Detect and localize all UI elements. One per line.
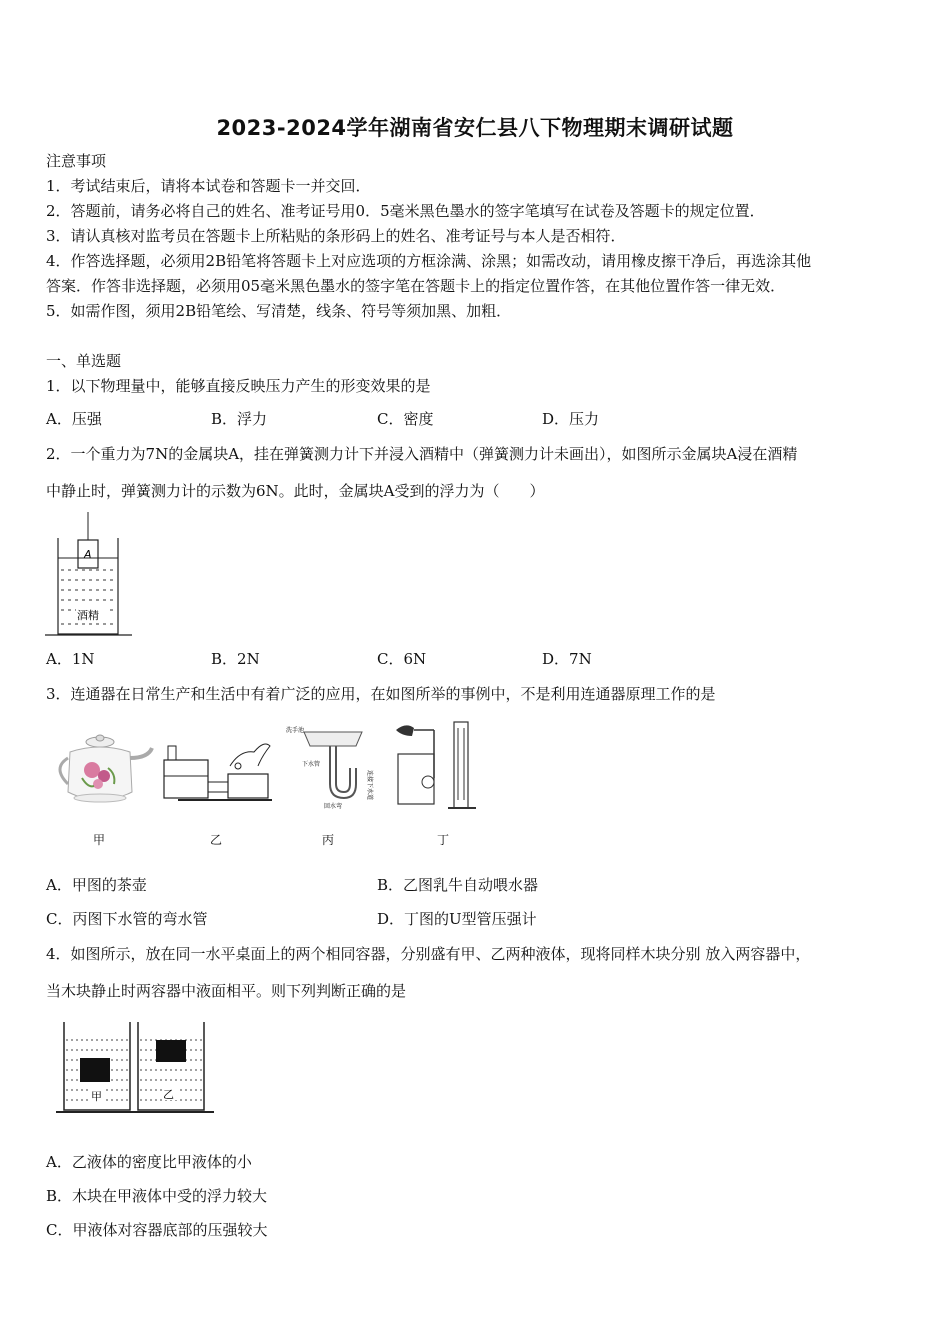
q1-option-d: D．压力 <box>542 410 600 428</box>
q2-option-b: B．2N <box>211 650 260 668</box>
q2-option-c: C．6N <box>377 650 427 668</box>
q2-option-d: D．7N <box>542 650 592 668</box>
label-jia: 甲 <box>91 1090 102 1103</box>
cow-feeder-figure <box>158 726 278 806</box>
trap-label: 回水弯 <box>324 803 343 810</box>
wood-block-yi <box>156 1040 186 1062</box>
q4-figure-containers <box>52 1018 222 1118</box>
q3-option-b: B．乙图乳牛自动喂水器 <box>377 876 539 894</box>
notice-item: 3．请认真核对监考员在答题卡上所粘贴的条形码上的姓名、准考证号与本人是否相符． <box>46 227 626 245</box>
caption-jia: 甲 <box>93 833 106 847</box>
q4-stem-line1: 4．如图所示，放在同一水平桌面上的两个相同容器，分别盛有甲、乙两种液体，现将同样木块分别 放入两容器中， <box>46 945 811 963</box>
q2-stem-line2: 中静止时，弹簧测力计的示数为6N。此时，金属块A受到的浮力为（ ） <box>46 482 545 500</box>
q1-stem: 1．以下物理量中，能够直接反映压力产生的形变效果的是 <box>46 377 431 395</box>
manometer-figure <box>384 718 484 812</box>
notice-item: 1．考试结束后，请将本试卷和答题卡一并交回． <box>46 177 371 195</box>
caption-ding: 丁 <box>437 833 450 847</box>
notice-item: 5．如需作图，须用2B铅笔绘、写清楚，线条、符号等须加黑、加粗． <box>46 302 512 320</box>
page-title: 2023-2024学年湖南省安仁县八下物理期末调研试题 <box>216 116 734 140</box>
wood-block-jia <box>80 1058 110 1082</box>
block-label: A <box>84 548 92 561</box>
caption-bing: 丙 <box>322 833 335 847</box>
liquid-label: 酒精 <box>77 609 99 622</box>
caption-yi: 乙 <box>210 833 223 847</box>
sewer-label: 连接下水道 <box>366 770 373 801</box>
notice-heading: 注意事项 <box>46 152 107 170</box>
q3-option-a: A．甲图的茶壶 <box>46 876 147 894</box>
q1-option-b: B．浮力 <box>211 410 268 428</box>
q1-option-c: C．密度 <box>377 410 434 428</box>
q4-stem-line2: 当木块静止时两容器中液面相平。则下列判断正确的是 <box>46 982 407 1000</box>
notice-item: 答案．作答非选择题，必须用05毫米黑色墨水的签字笔在答题卡上的指定位置作答，在其他位置作答一律无效． <box>46 277 786 295</box>
sink-trap-figure <box>284 724 384 814</box>
notice-item: 4．作答选择题，必须用2B铅笔将答题卡上对应选项的方框涂满、涂黑；如需改动，请用橡皮擦干净后，再选涂其他 <box>46 252 812 270</box>
q4-option-c: C．甲液体对容器底部的压强较大 <box>46 1221 268 1239</box>
drain-label: 下水管 <box>302 761 321 768</box>
sink-label: 洗手池 <box>286 727 305 734</box>
q3-option-d: D．丁图的U型管压强计 <box>377 910 537 928</box>
notice-item: 2．答题前，请务必将自己的姓名、准考证号用0．5毫米黑色墨水的签字笔填写在试卷及答题卡的规定位置． <box>46 202 765 220</box>
q2-figure-beaker <box>40 510 140 640</box>
q2-option-a: A．1N <box>46 650 95 668</box>
q3-option-c: C．丙图下水管的弯水管 <box>46 910 208 928</box>
q4-option-b: B．木块在甲液体中受的浮力较大 <box>46 1187 268 1205</box>
teapot-figure <box>48 728 158 838</box>
label-yi: 乙 <box>163 1088 174 1101</box>
q1-option-a: A．压强 <box>46 410 102 428</box>
q3-stem: 3．连通器在日常生产和生活中有着广泛的应用，在如图所举的事例中，不是利用连通器原理工作的是 <box>46 685 716 703</box>
q4-option-a: A．乙液体的密度比甲液体的小 <box>46 1153 252 1171</box>
section-heading: 一、单选题 <box>46 352 122 370</box>
q2-stem-line1: 2．一个重力为7N的金属块A，挂在弹簧测力计下并浸入酒精中（弹簧测力计未画出），如图所示金属块A浸在酒精 <box>46 445 798 463</box>
